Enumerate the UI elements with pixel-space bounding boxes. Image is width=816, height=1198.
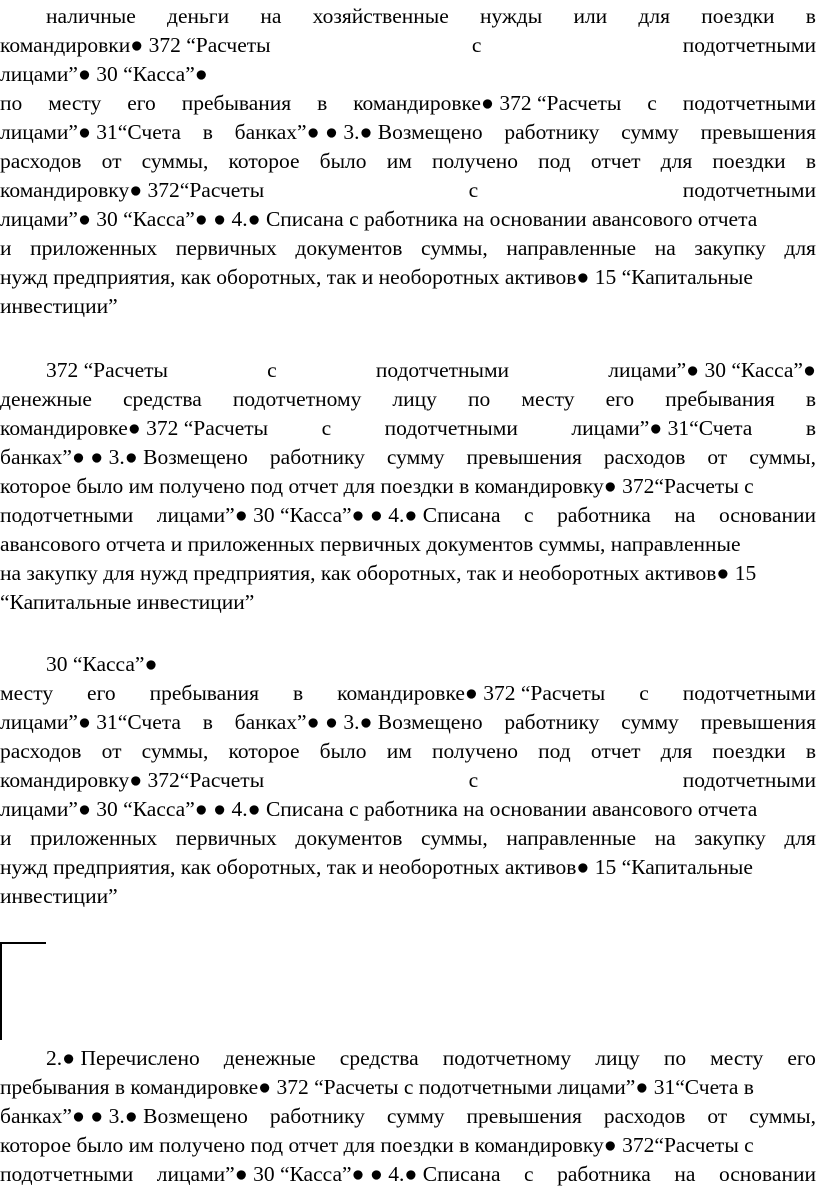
text-run: банках”● ● 3.● Возмещено bbox=[0, 445, 248, 469]
text-run: работника bbox=[557, 1162, 651, 1186]
text-line bbox=[0, 31, 816, 60]
text-line bbox=[0, 292, 816, 321]
text-run: подотчетному bbox=[442, 1046, 572, 1070]
text-run: в bbox=[202, 120, 213, 144]
text-run: суммы, bbox=[749, 1104, 816, 1128]
text-run: по bbox=[468, 387, 491, 411]
text-run: пребывания в командировке● 372 “Расчеты с подотчетными лицами”● 31“Счета в bbox=[0, 1075, 754, 1099]
text-run: лицами”● 30 “Касса”● ● 4.● Списана bbox=[156, 503, 501, 527]
text-run: подотчетными bbox=[0, 1162, 134, 1186]
text-run: 372 “Расчеты bbox=[46, 358, 168, 382]
text-run: подотчетными bbox=[682, 681, 816, 705]
text-run: на bbox=[654, 826, 676, 850]
text-run: месту bbox=[521, 387, 575, 411]
text-run: расходов bbox=[0, 149, 82, 173]
text-run: лицами”● 30 “Касса”● ● 4.● Списана с работника на основании авансового отчета bbox=[0, 207, 758, 231]
text-run: превышения bbox=[700, 120, 816, 144]
text-run: превышения bbox=[700, 710, 816, 734]
text-run: закупку bbox=[694, 236, 766, 260]
text-run: для bbox=[638, 4, 670, 28]
text-run: на bbox=[260, 4, 282, 28]
left-margin-line-vertical bbox=[0, 942, 2, 1040]
text-line bbox=[0, 679, 816, 708]
text-run: от bbox=[707, 1104, 728, 1128]
text-run: лицу bbox=[595, 1046, 640, 1070]
text-run: в bbox=[805, 416, 816, 440]
text-run: в bbox=[805, 739, 816, 763]
text-run: лицами”● 31“Счета bbox=[571, 416, 753, 440]
text-run: пребывания bbox=[181, 91, 292, 115]
text-run: работнику bbox=[504, 710, 600, 734]
text-run: которое bbox=[228, 739, 300, 763]
text-run: в bbox=[805, 149, 816, 173]
text-run: в bbox=[805, 4, 816, 28]
text-line bbox=[0, 263, 816, 292]
text-line bbox=[0, 60, 816, 89]
text-run: 2.● Перечислено bbox=[46, 1046, 200, 1070]
text-line bbox=[0, 234, 816, 263]
text-run: нужды bbox=[479, 4, 543, 28]
text-run: отчет bbox=[590, 149, 641, 173]
text-run: лицами”● 30 “Касса”● bbox=[0, 62, 208, 86]
text-run: работнику bbox=[269, 1104, 365, 1128]
text-run: расходов bbox=[0, 739, 82, 763]
text-run: им bbox=[386, 149, 412, 173]
text-run: наличные bbox=[46, 4, 136, 28]
text-run: лицу bbox=[392, 387, 437, 411]
text-line bbox=[46, 356, 816, 385]
text-run: документов bbox=[295, 236, 403, 260]
text-run: для bbox=[784, 826, 816, 850]
text-run: с bbox=[468, 178, 479, 202]
text-run: на закупку для нужд предприятия, как оборотных, так и необоротных активов● 15 bbox=[0, 561, 757, 585]
text-run: в bbox=[202, 710, 213, 734]
text-run: его bbox=[127, 91, 156, 115]
text-run: с bbox=[647, 91, 657, 115]
text-line bbox=[0, 1131, 816, 1160]
text-run: и bbox=[0, 826, 12, 850]
text-run: направленные bbox=[506, 236, 637, 260]
text-run: месту bbox=[0, 681, 54, 705]
text-run: от bbox=[707, 445, 728, 469]
text-line bbox=[0, 118, 816, 147]
text-run: по bbox=[663, 1046, 687, 1070]
text-run: сумму bbox=[386, 1104, 445, 1128]
text-run: на bbox=[674, 1162, 696, 1186]
text-run: приложенных bbox=[30, 236, 158, 260]
text-run: с bbox=[524, 1162, 534, 1186]
text-run: инвестиции” bbox=[0, 884, 118, 908]
text-line bbox=[0, 853, 816, 882]
text-run: получено bbox=[431, 149, 519, 173]
text-run: хозяйственные bbox=[312, 4, 449, 28]
text-line bbox=[0, 559, 816, 588]
text-run: и bbox=[0, 236, 12, 260]
text-run: под bbox=[538, 149, 571, 173]
text-run: подотчетными bbox=[375, 358, 510, 382]
text-run: с bbox=[471, 33, 482, 57]
text-run: банках”● ● 3.● Возмещено bbox=[234, 120, 483, 144]
text-run: для bbox=[660, 739, 693, 763]
text-run: суммы, bbox=[749, 445, 816, 469]
text-line bbox=[0, 89, 816, 118]
text-run: работника bbox=[557, 503, 651, 527]
text-run: под bbox=[538, 739, 571, 763]
text-run: для bbox=[660, 149, 693, 173]
text-run: в bbox=[293, 681, 304, 705]
text-line bbox=[0, 414, 816, 443]
text-run: сумму bbox=[621, 710, 679, 734]
text-run: его bbox=[87, 681, 116, 705]
text-line bbox=[0, 1102, 816, 1131]
text-run: с bbox=[267, 358, 277, 382]
text-run: его bbox=[787, 1046, 816, 1070]
text-run: расходов bbox=[603, 445, 686, 469]
text-line bbox=[0, 501, 816, 530]
text-run: которое bbox=[228, 149, 300, 173]
text-run: “Капитальные инвестиции” bbox=[0, 590, 255, 614]
text-line bbox=[0, 795, 816, 824]
text-line bbox=[0, 588, 816, 617]
text-run: для bbox=[784, 236, 816, 260]
text-run: подотчетными bbox=[0, 503, 134, 527]
text-run: командировке● 372 “Расчеты bbox=[337, 681, 606, 705]
text-run: суммы, bbox=[421, 236, 488, 260]
text-line bbox=[0, 530, 816, 559]
text-run: закупку bbox=[694, 826, 766, 850]
text-line bbox=[0, 472, 816, 501]
text-run: банках”● ● 3.● Возмещено bbox=[0, 1104, 248, 1128]
text-run: с bbox=[468, 768, 479, 792]
text-line bbox=[46, 650, 816, 679]
text-run: подотчетному bbox=[232, 387, 362, 411]
text-run: командировку● 372“Расчеты bbox=[0, 178, 265, 202]
text-run: приложенных bbox=[30, 826, 158, 850]
text-run: основании bbox=[718, 503, 816, 527]
text-run: поездки bbox=[712, 149, 786, 173]
text-run: было bbox=[319, 739, 367, 763]
text-line bbox=[0, 766, 816, 795]
text-run: суммы, bbox=[141, 149, 209, 173]
text-run: командировке● 372 “Расчеты bbox=[353, 91, 622, 115]
text-run: инвестиции” bbox=[0, 294, 118, 318]
text-run: подотчетными bbox=[682, 33, 816, 57]
text-run: 30 “Касса”● bbox=[46, 652, 158, 676]
text-run: поездки bbox=[712, 739, 786, 763]
text-run: от bbox=[101, 739, 122, 763]
text-run: средства bbox=[122, 387, 202, 411]
text-run: на bbox=[674, 503, 696, 527]
text-run: которое было им получено под отчет для поездки в командировку● 372“Расчеты с bbox=[0, 1133, 754, 1157]
text-run: сумму bbox=[621, 120, 679, 144]
text-run: направленные bbox=[506, 826, 637, 850]
text-line bbox=[0, 1160, 816, 1189]
text-run: месту bbox=[710, 1046, 764, 1070]
text-line bbox=[46, 2, 816, 31]
text-run: денежные bbox=[223, 1046, 316, 1070]
text-run: первичных bbox=[175, 826, 277, 850]
text-run: месту bbox=[48, 91, 102, 115]
text-line bbox=[0, 147, 816, 176]
text-run: командировки● 372 “Расчеты bbox=[0, 33, 271, 57]
text-line bbox=[46, 1044, 816, 1073]
text-line bbox=[0, 1073, 816, 1102]
text-run: основании bbox=[718, 1162, 816, 1186]
text-line bbox=[0, 708, 816, 737]
text-run: подотчетными bbox=[682, 768, 816, 792]
text-run: было bbox=[319, 149, 367, 173]
text-run: с bbox=[524, 503, 534, 527]
text-run: лицами”● 31“Счета bbox=[0, 120, 181, 144]
text-run: лицами”● 30 “Касса”● ● 4.● Списана с работника на основании авансового отчета bbox=[0, 797, 758, 821]
text-run: пребывания bbox=[149, 681, 260, 705]
text-run: банках”● ● 3.● Возмещено bbox=[234, 710, 483, 734]
text-run: превышения bbox=[466, 445, 582, 469]
text-run: лицами”● 30 “Касса”● bbox=[608, 358, 816, 382]
text-run: или bbox=[573, 4, 608, 28]
text-line bbox=[0, 737, 816, 766]
text-run: пребывания bbox=[665, 387, 775, 411]
text-run: денежные bbox=[0, 387, 92, 411]
text-run: авансового отчета и приложенных первичных документов суммы, направленные bbox=[0, 532, 741, 556]
text-run: которое было им получено под отчет для поездки в командировку● 372“Расчеты с bbox=[0, 474, 754, 498]
text-run: первичных bbox=[175, 236, 277, 260]
text-run: суммы, bbox=[421, 826, 488, 850]
text-run: нужд предприятия, как оборотных, так и необоротных активов● 15 “Капитальные bbox=[0, 855, 753, 879]
text-run: подотчетными bbox=[384, 416, 518, 440]
text-run: деньги bbox=[167, 4, 230, 28]
text-run: в bbox=[317, 91, 328, 115]
text-run: работнику bbox=[269, 445, 365, 469]
text-run: сумму bbox=[386, 445, 445, 469]
text-run: командировке● 372 “Расчеты bbox=[0, 416, 269, 440]
text-run: от bbox=[101, 149, 122, 173]
text-line bbox=[0, 824, 816, 853]
text-run: лицами”● 31“Счета bbox=[0, 710, 181, 734]
text-run: документов bbox=[295, 826, 403, 850]
text-run: лицами”● 30 “Касса”● ● 4.● Списана bbox=[156, 1162, 501, 1186]
text-run: его bbox=[605, 387, 635, 411]
text-run: получено bbox=[431, 739, 519, 763]
left-margin-line-horizontal bbox=[0, 942, 46, 944]
text-run: в bbox=[805, 387, 816, 411]
text-run: расходов bbox=[603, 1104, 686, 1128]
text-run: подотчетными bbox=[682, 178, 816, 202]
text-line bbox=[0, 385, 816, 414]
text-line bbox=[0, 176, 816, 205]
text-run: отчет bbox=[590, 739, 641, 763]
text-line bbox=[0, 882, 816, 911]
text-run: поездки bbox=[701, 4, 775, 28]
text-run: работнику bbox=[504, 120, 600, 144]
text-run: на bbox=[654, 236, 676, 260]
text-run: по bbox=[0, 91, 23, 115]
text-run: командировку● 372“Расчеты bbox=[0, 768, 265, 792]
text-run: суммы, bbox=[141, 739, 209, 763]
text-run: нужд предприятия, как оборотных, так и необоротных активов● 15 “Капитальные bbox=[0, 265, 753, 289]
text-run: с bbox=[639, 681, 649, 705]
text-line bbox=[0, 443, 816, 472]
text-run: им bbox=[386, 739, 412, 763]
text-line bbox=[0, 205, 816, 234]
text-run: превышения bbox=[466, 1104, 582, 1128]
text-run: с bbox=[321, 416, 332, 440]
text-run: подотчетными bbox=[682, 91, 816, 115]
text-run: средства bbox=[339, 1046, 419, 1070]
